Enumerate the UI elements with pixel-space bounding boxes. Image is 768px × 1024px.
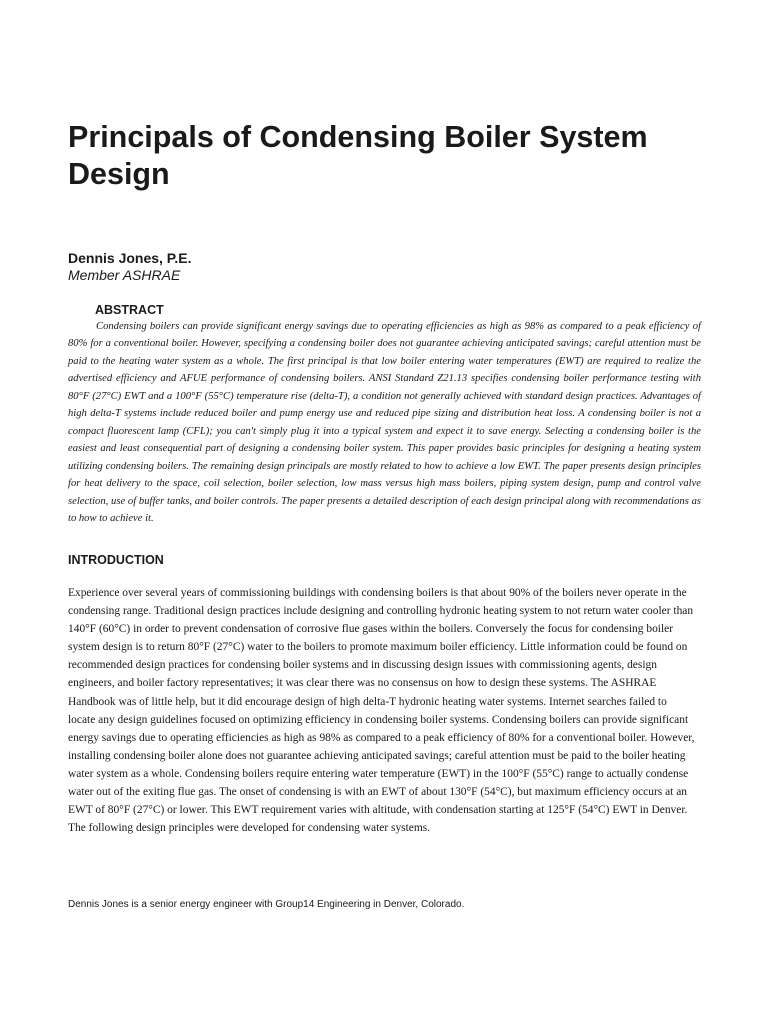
abstract-text: Condensing boilers can provide significant energy savings due to operating efficiencies as high as 98% as compared to a peak efficiency of 80% for a conventional boiler. However, specifying a condensing boiler does not guarantee achieving anticipated savings; careful attention must be paid to the heating water system as a whole. The first principal is that low boiler entering water temperatures (EWT) are required to realize the advertised efficiency and AFUE performance of condensing boilers. ANSI Standard Z21.13 specifies condensing boiler performance testing with 80°F (27°C) EWT and a 100°F (55°C) temperature rise (delta-T), a condition not generally achieved with standard design practices. Advantages of high delta-T systems include reduced boiler and pump energy use and reduced pipe sizing and distribution heat loss. A condensing boiler is not a compact fluorescent lamp (CFL); you can't simply plug it into a typical system and expect it to save energy. Selecting a condensing boiler is the easiest and least consequential part of designing a condensing boiler system. This paper provides basic principles for designing a heating system utilizing condensing boilers. The remaining design principals are mostly related to how to achieve a low EWT. The paper presents design principles for heat delivery to the space, coil selection, boiler selection, low mass versus high mass boilers, piping system design, pump and control valve selection, use of buffer tanks, and boiler controls. The paper presents a detailed description of each design principal along with recommendations as to how to achieve it. xyxy=(68,321,701,524)
abstract-heading: ABSTRACT xyxy=(95,303,164,317)
introduction-heading: INTRODUCTION xyxy=(68,553,164,567)
author-block xyxy=(68,250,191,284)
author-name: Dennis Jones, P.E. xyxy=(68,250,192,266)
author-footnote: Dennis Jones is a senior energy engineer with Group14 Engineering in Denver, Colorado. xyxy=(68,899,465,910)
introduction-text: Experience over several years of commissioning buildings with condensing boilers is that about 90% of the boilers never operate in the condensing range. Traditional design practices include designing and controlling hydronic heating system to not return water cooler than 140°F (60°C) in order to prevent condensation of corrosive flue gases within the boilers. Conversely the focus for condensing boiler system design is to return 80°F (27°C) water to the boilers to promote maximum boiler efficiency. Little information could be found on recommended design practices for condensing boiler systems and in discussing design issues with commissioning agents, design engineers, and boiler factory representatives; it was clear there was no consensus on how to design these systems. The ASHRAE Handbook was of little help, but it did encourage design of high delta-T hydronic heating water systems. Internet searches failed to locate any design guidelines focused on optimizing efficiency in condensing boiler systems. Condensing boilers can provide significant energy savings due to operating efficiencies as high as 98% as compared to a peak efficiency of 80% for a conventional boiler. However, installing condensing boiler alone does not guarantee achieving anticipated savings; careful attention must be paid to the boiler heating water system as a whole. Condensing boilers require entering water temperature (EWT) in the 100°F (55°C) range to actually condense water out of the exiting flue gas. The onset of condensing is with an EWT of about 130°F (54°C), but maximum efficiency occurs at an EWT of 80°F (27°C) or lower. This EWT requirement varies with altitude, with condensation starting at 125°F (54°C) EWT in Denver. The following design principles were developed for condensing water systems. xyxy=(68,587,695,835)
author-affiliation: Member ASHRAE xyxy=(68,267,181,283)
paper-title: Principals of Condensing Boiler System Design xyxy=(68,120,648,191)
